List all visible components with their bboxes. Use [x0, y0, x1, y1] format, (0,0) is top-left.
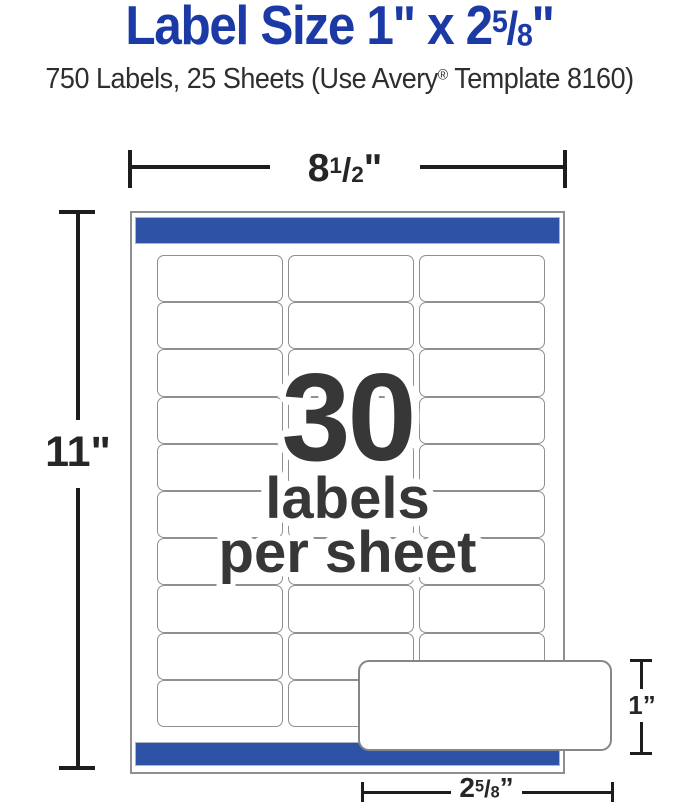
label-cell [288, 302, 414, 349]
page-title [34, 0, 645, 58]
title-text: Label Size 1" x 2 [125, 0, 492, 56]
height-dimension-line-bottom [76, 488, 80, 769]
height-dimension-tick-bottom [59, 766, 95, 770]
title-fraction [492, 0, 532, 56]
label-cell [419, 255, 545, 302]
width-dimension-line-left [130, 165, 270, 169]
width-dim-whole: 8 [307, 147, 330, 190]
labels-count: 30 [281, 349, 414, 487]
sheet-top-stripe [136, 218, 559, 243]
label-cell [157, 633, 283, 680]
fraction-denominator: 2 [351, 161, 364, 187]
height-dimension-tick-top [59, 210, 95, 214]
label-height-dimension-tick-top [630, 659, 652, 662]
width-dim-inch-mark: " [363, 147, 383, 190]
label-cell [157, 585, 283, 632]
label-cell [157, 255, 283, 302]
subtitle [24, 62, 655, 97]
fraction-denominator: 8 [516, 16, 532, 53]
label-height-dimension-line-bottom [640, 722, 643, 754]
fraction-slash: / [341, 152, 352, 189]
registered-trademark-icon: ® [437, 66, 448, 84]
width-dimension-label [270, 149, 420, 188]
label-width-dimension-line-left [362, 791, 451, 794]
subtitle-text-end: Template 8160) [447, 63, 634, 95]
enlarged-label [358, 660, 612, 751]
label-cell [157, 680, 283, 727]
label-width-dimension-tick-left [361, 782, 364, 802]
width-dimension-tick-right [563, 150, 567, 188]
width-dimension-line-right [420, 165, 566, 169]
label-cell [419, 302, 545, 349]
fraction-slash: / [506, 2, 517, 54]
fraction-denominator: 8 [490, 783, 500, 802]
title-inch-mark: " [531, 0, 554, 56]
label-cell [288, 255, 414, 302]
label-width-whole: 2 [459, 772, 475, 803]
label-height-dimension-line-top [640, 661, 643, 689]
labels-count-caption-2: per sheet [218, 520, 477, 585]
fraction-slash: / [483, 776, 491, 803]
label-cell [288, 585, 414, 632]
width-dim-fraction [329, 147, 363, 190]
label-width-fraction [475, 772, 500, 803]
label-height-dimension-label: 1” [628, 690, 656, 720]
label-height-dimension-tick-bottom [630, 752, 652, 755]
subtitle-text: 750 Labels, 25 Sheets (Use Avery [45, 63, 438, 95]
label-width-dimension-label [449, 774, 524, 802]
label-cell [419, 585, 545, 632]
width-dimension-tick-left [128, 150, 132, 188]
label-width-dimension-line-right [522, 791, 613, 794]
fraction-numerator: 5 [474, 777, 484, 796]
label-width-inch-mark: ” [499, 772, 514, 803]
height-dimension-line-top [76, 212, 80, 420]
label-width-dimension-tick-right [611, 782, 614, 802]
fraction-numerator: 1 [329, 153, 342, 179]
labels-count-caption-1: labels [265, 466, 430, 531]
fraction-numerator: 5 [491, 2, 507, 39]
label-cell [157, 302, 283, 349]
height-dimension-label: 11" [45, 428, 111, 476]
